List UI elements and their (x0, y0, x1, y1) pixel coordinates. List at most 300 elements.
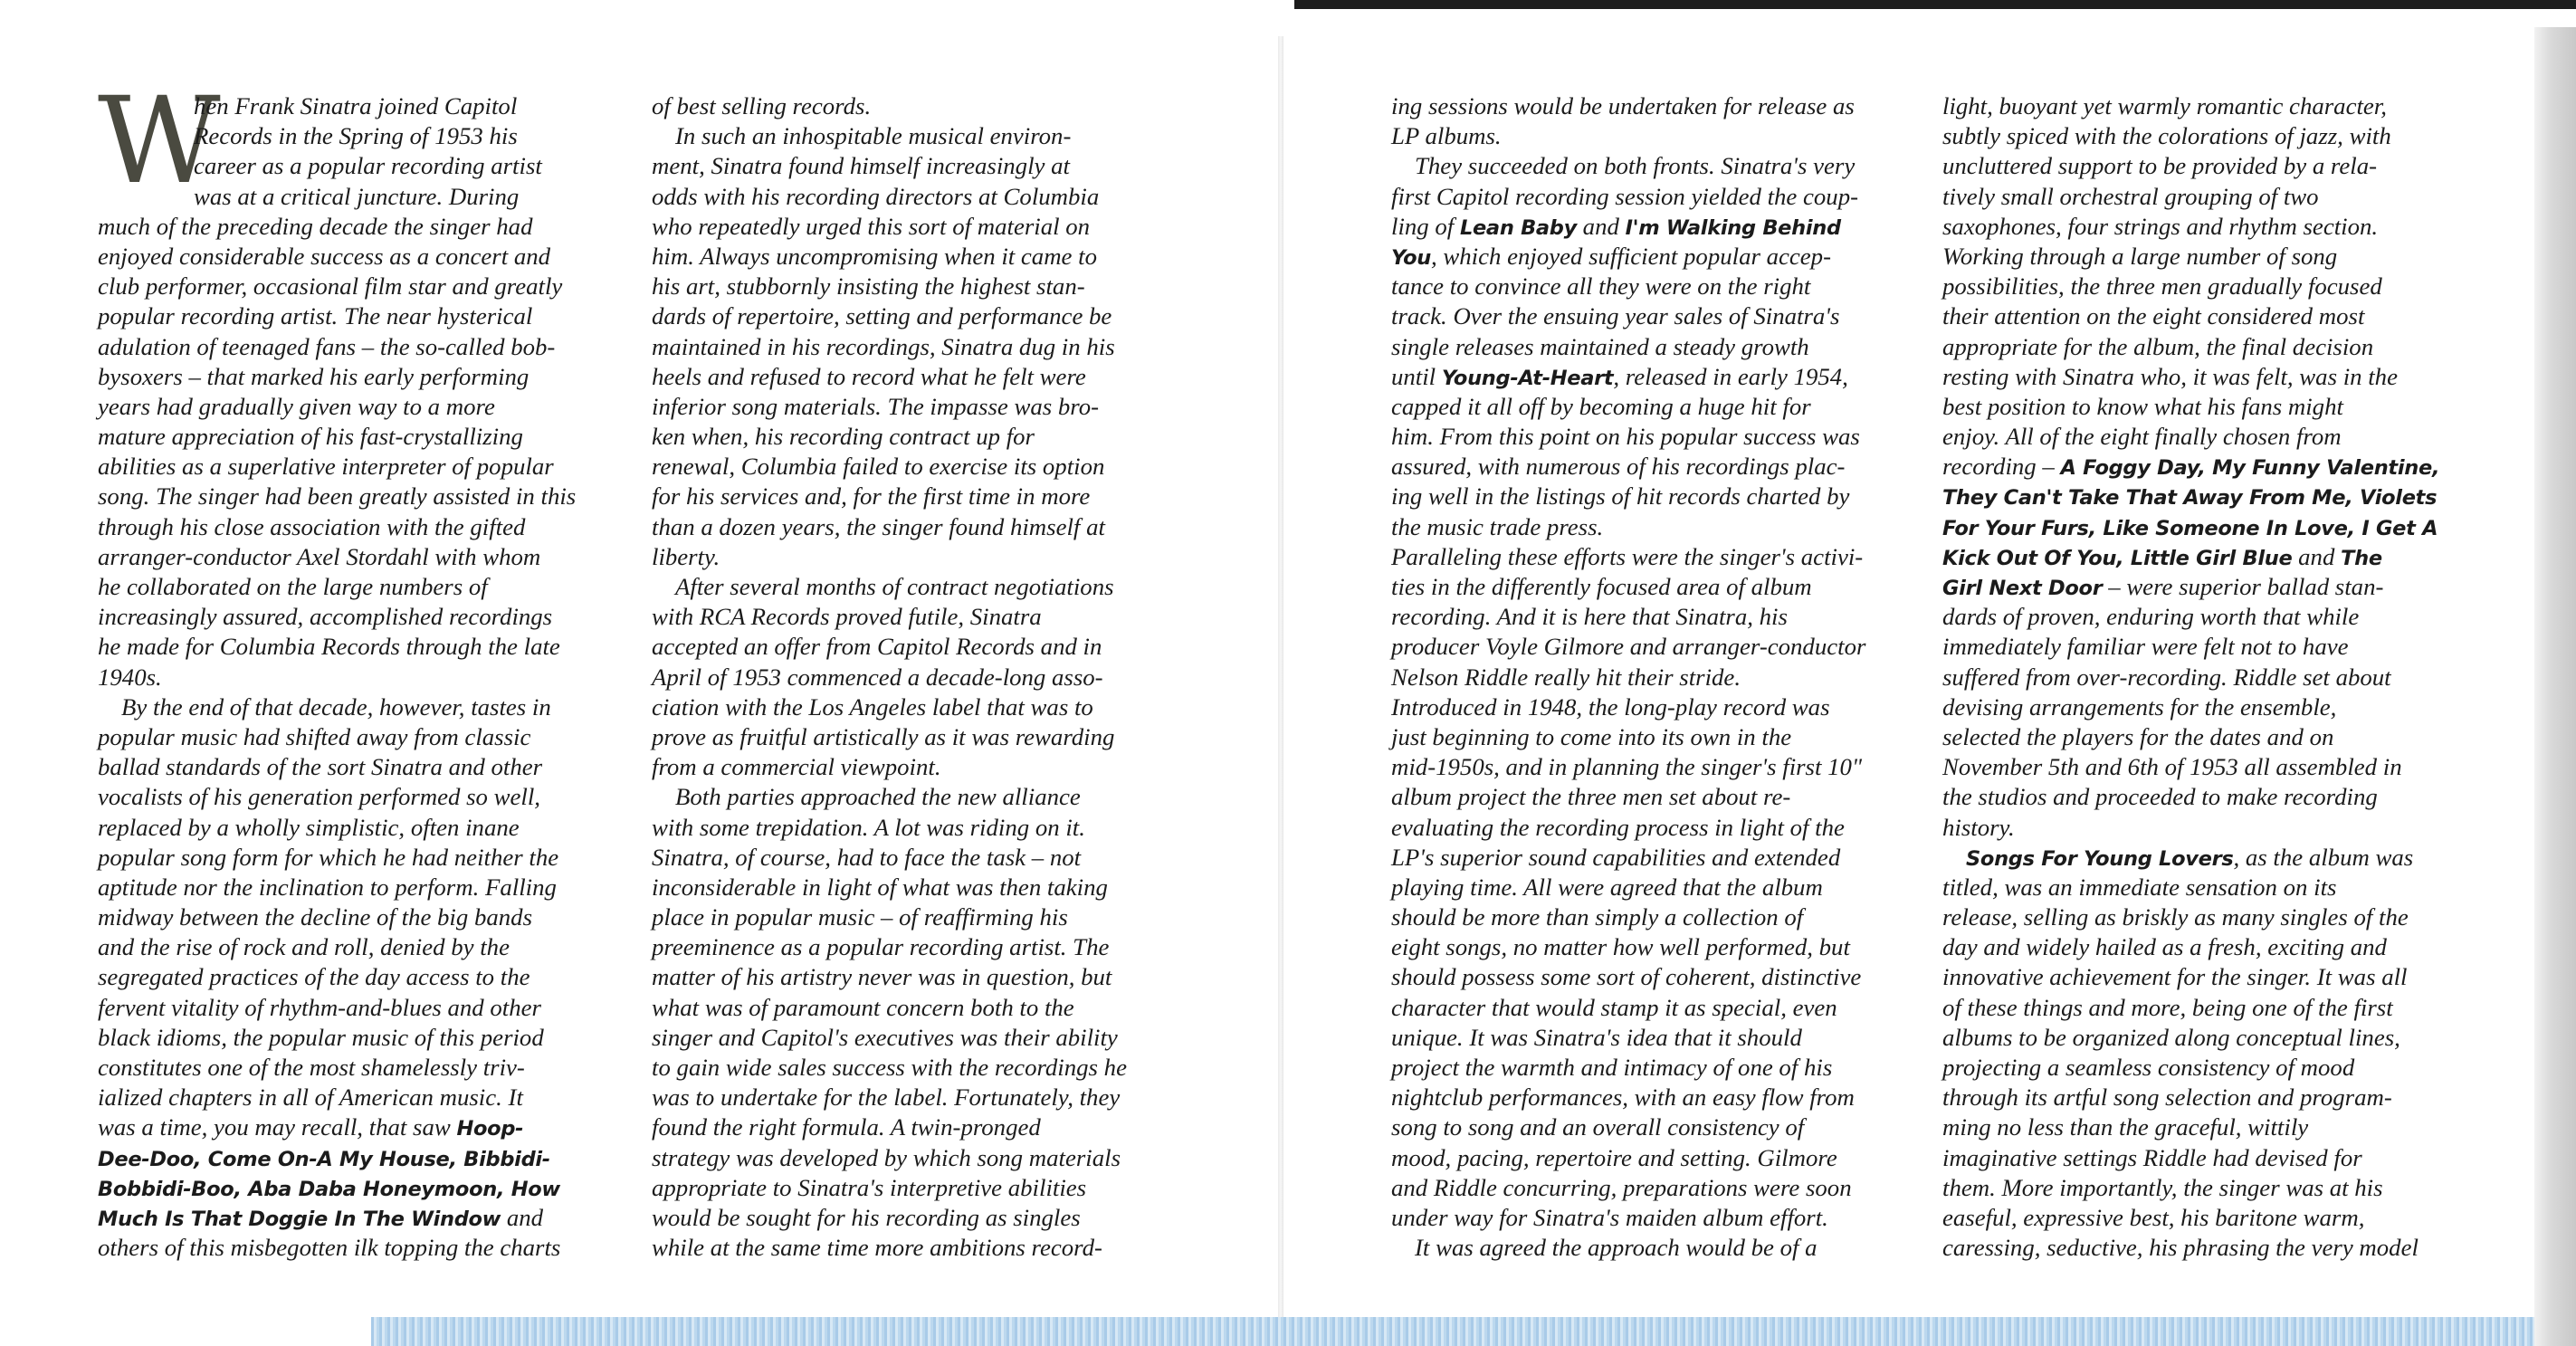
text-segment: liberty. (652, 542, 720, 570)
text-line (1391, 482, 1865, 511)
text-line (1391, 1023, 1865, 1053)
text-line (1391, 902, 1865, 932)
text-line (1942, 482, 2439, 511)
text-line (1942, 632, 2439, 662)
song-title: Kick Out Of You, Little Girl Blue (1942, 546, 2293, 570)
text-line (1942, 182, 2439, 212)
text-segment: strategy was developed by which song materials (652, 1143, 1121, 1171)
text-segment: They succeeded on both fronts. Sinatra's very (1415, 152, 1856, 180)
text-line (652, 1143, 1127, 1173)
text-segment: ing sessions would be undertaken for release as (1391, 92, 1855, 119)
text-column-4 (1942, 91, 2439, 1263)
text-line (98, 1023, 576, 1053)
text-segment: maintained in his recordings, Sinatra dug in his (652, 332, 1115, 360)
text-line (1942, 813, 2439, 843)
text-segment: should be more than simply a collection of (1391, 903, 1804, 931)
text-segment: arranger-conductor Axel Stordahl with whom (98, 542, 541, 570)
text-segment: uncluttered support to be provided by a rela- (1942, 152, 2378, 180)
song-title: They Can't Take That Away From Me, Violets (1942, 486, 2438, 511)
text-segment: him. Always uncompromising when it came to (652, 242, 1097, 270)
text-segment: mature appreciation of his fast-crystallizing (98, 423, 523, 451)
text-line (98, 242, 576, 272)
text-segment: enjoy. All of the eight finally chosen from (1942, 423, 2342, 451)
text-segment: song. The singer had been greatly assisted in this (98, 482, 577, 511)
blue-cover-strip (371, 1317, 2534, 1346)
text-line (1391, 332, 1865, 362)
text-line (1942, 121, 2439, 151)
text-line (98, 151, 576, 181)
text-segment: until (1391, 362, 1442, 390)
song-title: Bobbidi-Boo, Aba Daba Honeymoon, How (98, 1177, 560, 1201)
text-segment: through his close association with the gifted (98, 512, 526, 540)
text-line (98, 902, 576, 932)
text-segment: Introduced in 1948, the long-play record was (1391, 692, 1830, 721)
text-line (652, 422, 1127, 452)
text-segment: , which enjoyed sufficient popular accep- (1430, 242, 1831, 270)
text-line (652, 993, 1127, 1023)
text-segment: place in popular music – of reaffirming his (652, 903, 1068, 931)
text-segment: popular music had shifted away from classic (98, 722, 531, 750)
text-line (98, 1112, 576, 1142)
text-segment: By the end of that decade, however, tastes in (121, 692, 551, 721)
text-segment: light, buoyant yet warmly romantic character, (1942, 92, 2387, 119)
text-line (1391, 782, 1865, 812)
text-segment: playing time. All were agreed that the album (1391, 873, 1823, 901)
text-segment: albums to be organized along conceptual lines, (1942, 1023, 2400, 1051)
text-segment: dards of repertoire, setting and performance be (652, 302, 1112, 330)
text-line (652, 121, 1127, 151)
text-line (652, 722, 1127, 752)
text-line (1942, 332, 2439, 362)
text-line (1391, 212, 1865, 242)
text-segment: than a dozen years, the singer found himself at (652, 512, 1105, 540)
text-line (652, 482, 1127, 511)
text-line (652, 1233, 1127, 1263)
text-line (98, 482, 576, 511)
text-line (98, 1233, 576, 1263)
text-line (98, 452, 576, 482)
text-segment: LP's superior sound capabilities and extended (1391, 843, 1841, 871)
text-segment: Nelson Riddle really hit their stride. (1391, 663, 1741, 691)
text-line (652, 272, 1127, 301)
text-line (652, 873, 1127, 902)
text-line (1942, 422, 2439, 452)
text-segment: should possess some sort of coherent, distinctive (1391, 963, 1862, 991)
text-segment: inconsiderable in light of what was then taking (652, 873, 1108, 901)
text-line (1391, 993, 1865, 1023)
text-segment: ciation with the Los Angeles label that was to (652, 692, 1093, 721)
text-line (98, 1203, 576, 1233)
text-line (1391, 542, 1865, 572)
text-segment: singer and Capitol's executives was their ability (652, 1023, 1118, 1051)
text-segment: was at a critical juncture. During (194, 182, 520, 210)
text-segment: devising arrangements for the ensemble, (1942, 692, 2337, 721)
text-segment: capped it all off by becoming a huge hit for (1391, 392, 1811, 420)
text-segment: others of this misbegotten ilk topping the charts (98, 1234, 561, 1262)
text-segment: tance to convince all they were on the right (1391, 272, 1811, 301)
text-segment: popular song form for which he had neither the (98, 843, 559, 871)
text-segment: vocalists of his generation performed so well, (98, 783, 541, 811)
text-line (652, 542, 1127, 572)
text-segment: and (2292, 542, 2342, 570)
text-line (1391, 1173, 1865, 1203)
text-segment: recording – (1942, 453, 2061, 481)
text-segment: years had gradually given way to a more (98, 392, 495, 420)
text-line (1942, 663, 2439, 692)
text-line (652, 301, 1127, 331)
text-line (98, 542, 576, 572)
text-segment: who repeatedly urged this sort of material on (652, 212, 1091, 240)
text-segment: song to song and an overall consistency of (1391, 1113, 1805, 1141)
text-line (1942, 272, 2439, 301)
text-segment: increasingly assured, accomplished recordings (98, 603, 553, 631)
text-segment: ment, Sinatra found himself increasingly at (652, 152, 1070, 180)
text-segment: of these things and more, being one of the first (1942, 993, 2393, 1021)
text-line (1391, 602, 1865, 632)
text-segment: best position to know what his fans might (1942, 392, 2343, 420)
song-title: Lean Baby (1459, 215, 1577, 240)
text-segment: fervent vitality of rhythm-and-blues and other (98, 993, 541, 1021)
text-line (1942, 752, 2439, 782)
text-line (652, 212, 1127, 242)
text-line (98, 422, 576, 452)
text-segment: , released in early 1954, (1613, 362, 1848, 390)
text-segment: caressing, seductive, his phrasing the very model (1942, 1234, 2419, 1262)
text-line (652, 452, 1127, 482)
text-line (652, 813, 1127, 843)
text-line (1391, 752, 1865, 782)
text-line (1942, 151, 2439, 181)
song-title: For Your Furs, Like Someone In Love, I Get A (1942, 516, 2438, 540)
text-segment: replaced by a wholly simplistic, often inane (98, 813, 520, 841)
text-segment: found the right formula. A twin-pronged (652, 1113, 1041, 1141)
text-segment: ialized chapters in all of American music. It (98, 1083, 523, 1112)
song-title: Songs For Young Lovers (1966, 846, 2234, 871)
text-line (98, 932, 576, 962)
text-line (652, 1083, 1127, 1112)
text-line (98, 602, 576, 632)
text-line (98, 182, 576, 212)
text-segment: through its artful song selection and program- (1942, 1083, 2392, 1112)
text-line (1942, 512, 2439, 542)
text-line (1942, 873, 2439, 902)
text-line (652, 512, 1127, 542)
text-line (1942, 722, 2439, 752)
text-segment: would be sought for his recording as singles (652, 1203, 1081, 1231)
text-segment: imaginative settings Riddle had devised for (1942, 1143, 2362, 1171)
text-segment: just beginning to come into its own in the (1391, 722, 1792, 750)
text-segment: ing well in the listings of hit records charted by (1391, 482, 1850, 511)
text-segment: saxophones, four strings and rhythm section. (1942, 212, 2379, 240)
text-line (1391, 1143, 1865, 1173)
text-segment: subtly spiced with the colorations of jazz, with (1942, 122, 2391, 150)
text-segment: After several months of contract negotiations (675, 573, 1114, 600)
text-line (1942, 602, 2439, 632)
text-line (1391, 1203, 1865, 1233)
text-line (1391, 1053, 1865, 1083)
song-title: You (1391, 245, 1431, 270)
text-segment: and (501, 1203, 544, 1231)
text-segment: ties in the differently focused area of album (1391, 573, 1812, 600)
text-segment: appropriate to Sinatra's interpretive abilities (652, 1173, 1087, 1201)
text-segment: , as the album was (2233, 843, 2414, 871)
text-line (1942, 1083, 2439, 1112)
text-line (1942, 843, 2439, 873)
text-line (1391, 301, 1865, 331)
text-line (1391, 91, 1865, 121)
text-segment: ling of (1391, 212, 1460, 240)
text-segment: producer Voyle Gilmore and arranger-conductor (1391, 633, 1866, 661)
text-segment: for his services and, for the first time in more (652, 482, 1091, 511)
text-segment: the studios and proceeded to make recording (1942, 783, 2378, 811)
text-column-2 (652, 91, 1127, 1263)
text-line (98, 272, 576, 301)
page-edge-shadow (2534, 27, 2576, 1346)
text-segment: he made for Columbia Records through the late (98, 633, 560, 661)
text-segment: black idioms, the popular music of this period (98, 1023, 544, 1051)
text-line (1942, 362, 2439, 392)
text-line (1942, 91, 2439, 121)
text-segment: what was of paramount concern both to the (652, 993, 1074, 1021)
text-segment: of best selling records. (652, 92, 872, 119)
song-title: Much Is That Doggie In The Window (98, 1207, 501, 1231)
song-title: I'm Walking Behind (1625, 215, 1841, 240)
text-segment: from a commercial viewpoint. (652, 753, 941, 781)
text-segment: with RCA Records proved futile, Sinatra (652, 603, 1042, 631)
text-line (1391, 182, 1865, 212)
text-segment: history. (1942, 813, 2015, 841)
text-segment: odds with his recording directors at Columbia (652, 182, 1100, 210)
text-line (652, 632, 1127, 662)
text-line (652, 332, 1127, 362)
text-segment: prove as fruitful artistically as it was rewarding (652, 722, 1115, 750)
text-line (652, 902, 1127, 932)
text-segment: much of the preceding decade the singer had (98, 212, 533, 240)
text-column-3 (1391, 91, 1865, 1263)
text-line (652, 663, 1127, 692)
text-line (1391, 932, 1865, 962)
text-line (652, 752, 1127, 782)
text-line (1942, 212, 2439, 242)
text-line (652, 392, 1127, 422)
text-line (98, 722, 576, 752)
text-line (1391, 873, 1865, 902)
text-segment: Records in the Spring of 1953 his (194, 122, 518, 150)
text-segment: while at the same time more ambitions record- (652, 1234, 1102, 1262)
text-line (652, 572, 1127, 602)
text-segment: track. Over the ensuing year sales of Sinatra's (1391, 302, 1840, 330)
text-line (98, 1143, 576, 1173)
text-line (1942, 932, 2439, 962)
text-line (98, 121, 576, 151)
text-line (1942, 1023, 2439, 1053)
text-segment: inferior song materials. The impasse was bro- (652, 392, 1100, 420)
text-segment: mid-1950s, and in planning the singer's first 10" (1391, 753, 1863, 781)
text-segment: evaluating the recording process in light of the (1391, 813, 1845, 841)
text-segment: release, selling as briskly as many singles of the (1942, 903, 2409, 931)
text-line (652, 1112, 1127, 1142)
text-line (1391, 512, 1865, 542)
text-segment: character that would stamp it as special, even (1391, 993, 1837, 1021)
text-segment: selected the players for the dates and on (1942, 722, 2334, 750)
text-segment: assured, with numerous of his recordings plac- (1391, 453, 1846, 481)
text-line (1942, 1203, 2439, 1233)
text-line (652, 1023, 1127, 1053)
text-line (1391, 813, 1865, 843)
text-line (1942, 1112, 2439, 1142)
text-segment: club performer, occasional film star and greatly (98, 272, 563, 301)
song-title: Girl Next Door (1942, 577, 2103, 600)
text-line (1391, 1233, 1865, 1263)
text-segment: segregated practices of the day access to the (98, 963, 530, 991)
text-segment: preeminence as a popular recording artist. The (652, 933, 1110, 961)
text-segment: his art, stubbornly insisting the highest stan- (652, 272, 1085, 301)
text-segment: appropriate for the album, the final decision (1942, 332, 2374, 360)
text-segment: bysoxers – that marked his early performing (98, 362, 530, 390)
text-segment: suffered from over-recording. Riddle set about (1942, 663, 2391, 691)
text-segment: adulation of teenaged fans – the so-called bob- (98, 332, 556, 360)
text-line (652, 151, 1127, 181)
text-line (1391, 362, 1865, 392)
text-segment: was to undertake for the label. Fortunately, they (652, 1083, 1121, 1112)
text-segment: It was agreed the approach would be of a (1415, 1234, 1818, 1262)
text-segment: career as a popular recording artist (194, 152, 542, 180)
text-line (98, 782, 576, 812)
text-segment: accepted an offer from Capitol Records and in (652, 633, 1102, 661)
text-line (652, 602, 1127, 632)
text-line (652, 362, 1127, 392)
text-segment: and the rise of rock and roll, denied by the (98, 933, 510, 961)
text-line (98, 632, 576, 662)
text-segment: was a time, you may recall, that saw (98, 1113, 457, 1141)
text-segment: and Riddle concurring, preparations were soon (1391, 1173, 1852, 1201)
song-title: Young-At-Heart (1441, 366, 1614, 390)
text-segment: heels and refused to record what he felt were (652, 362, 1086, 390)
text-segment: their attention on the eight considered most (1942, 302, 2365, 330)
text-segment: constitutes one of the most shamelessly triv- (98, 1054, 525, 1081)
text-segment: nightclub performances, with an easy flow from (1391, 1083, 1855, 1112)
text-segment: mood, pacing, repertoire and setting. Gilmore (1391, 1143, 1837, 1171)
text-line (98, 332, 576, 362)
text-line (1942, 542, 2439, 572)
text-line (1391, 272, 1865, 301)
text-segment: LP albums. (1391, 122, 1502, 150)
text-segment: titled, was an immediate sensation on its (1942, 873, 2337, 901)
text-line (1942, 572, 2439, 602)
text-line (98, 392, 576, 422)
text-line (98, 692, 576, 722)
text-line (1942, 392, 2439, 422)
text-line (1391, 422, 1865, 452)
text-segment: single releases maintained a steady growth (1391, 332, 1809, 360)
text-segment: easeful, expressive best, his baritone warm, (1942, 1203, 2365, 1231)
text-line (1942, 301, 2439, 331)
text-line (98, 843, 576, 873)
text-line (98, 873, 576, 902)
text-segment: first Capitol recording session yielded the coup- (1391, 182, 1859, 210)
text-segment: Paralleling these efforts were the singer's activi- (1391, 542, 1864, 570)
text-line (98, 212, 576, 242)
text-line (1391, 722, 1865, 752)
text-line (1391, 692, 1865, 722)
text-segment: ballad standards of the sort Sinatra and other (98, 753, 543, 781)
text-line (652, 182, 1127, 212)
text-segment: innovative achievement for the singer. It was all (1942, 963, 2408, 991)
text-segment: the music trade press. (1391, 512, 1604, 540)
text-segment: him. From this point on his popular success was (1391, 423, 1860, 451)
text-segment: resting with Sinatra who, it was felt, was in the (1942, 362, 2398, 390)
text-segment: popular recording artist. The near hysterical (98, 302, 533, 330)
text-segment: dards of proven, enduring worth that while (1942, 603, 2360, 631)
text-line (98, 362, 576, 392)
text-line (98, 512, 576, 542)
text-line (652, 91, 1127, 121)
text-line (1391, 151, 1865, 181)
text-line (652, 242, 1127, 272)
text-line (98, 1053, 576, 1083)
text-segment: unique. It was Sinatra's idea that it should (1391, 1023, 1802, 1051)
text-column-1 (98, 91, 576, 1263)
text-line (1391, 452, 1865, 482)
text-line (1391, 962, 1865, 992)
text-line (652, 1173, 1127, 1203)
text-line (1391, 121, 1865, 151)
text-segment: possibilities, the three men gradually focused (1942, 272, 2382, 301)
text-segment: aptitude nor the inclination to perform. Falling (98, 873, 557, 901)
text-line (98, 91, 576, 121)
text-segment: eight songs, no matter how well performed, but (1391, 933, 1850, 961)
text-segment: and (1576, 212, 1626, 240)
text-line (1942, 1053, 2439, 1083)
text-line (1942, 962, 2439, 992)
text-line (652, 962, 1127, 992)
text-segment: he collaborated on the large numbers of (98, 573, 488, 600)
text-line (98, 663, 576, 692)
text-line (652, 843, 1127, 873)
text-segment: enjoyed considerable success as a concert and (98, 242, 551, 270)
text-line (652, 782, 1127, 812)
text-line (1942, 452, 2439, 482)
text-segment: them. More importantly, the singer was at his (1942, 1173, 2383, 1201)
text-segment: renewal, Columbia failed to exercise its option (652, 453, 1105, 481)
text-line (652, 1203, 1127, 1233)
text-segment: Both parties approached the new alliance (675, 783, 1081, 811)
text-segment: projecting a seamless consistency of mood (1942, 1054, 2355, 1081)
text-segment: tively small orchestral grouping of two (1942, 182, 2319, 210)
text-segment: hen Frank Sinatra joined Capitol (194, 92, 518, 119)
scan-top-edge (1294, 0, 2576, 45)
text-segment: day and widely hailed as a fresh, exciting and (1942, 933, 2387, 961)
text-line (1391, 1083, 1865, 1112)
song-title: Dee-Doo, Come On-A My House, Bibbidi- (98, 1147, 550, 1171)
text-line (652, 1053, 1127, 1083)
text-segment: project the warmth and intimacy of one of his (1391, 1054, 1833, 1081)
text-line (1942, 993, 2439, 1023)
text-segment: ming no less than the graceful, wittily (1942, 1113, 2309, 1141)
text-line (1942, 1233, 2439, 1263)
text-segment: November 5th and 6th of 1953 all assembled in (1942, 753, 2402, 781)
text-line (1391, 843, 1865, 873)
text-segment: with some trepidation. A lot was riding on it. (652, 813, 1085, 841)
booklet-spine (1278, 36, 1283, 1322)
text-line (1942, 692, 2439, 722)
text-line (1942, 782, 2439, 812)
text-line (1391, 572, 1865, 602)
text-line (652, 692, 1127, 722)
text-line (98, 301, 576, 331)
text-line (1391, 392, 1865, 422)
text-line (98, 572, 576, 602)
